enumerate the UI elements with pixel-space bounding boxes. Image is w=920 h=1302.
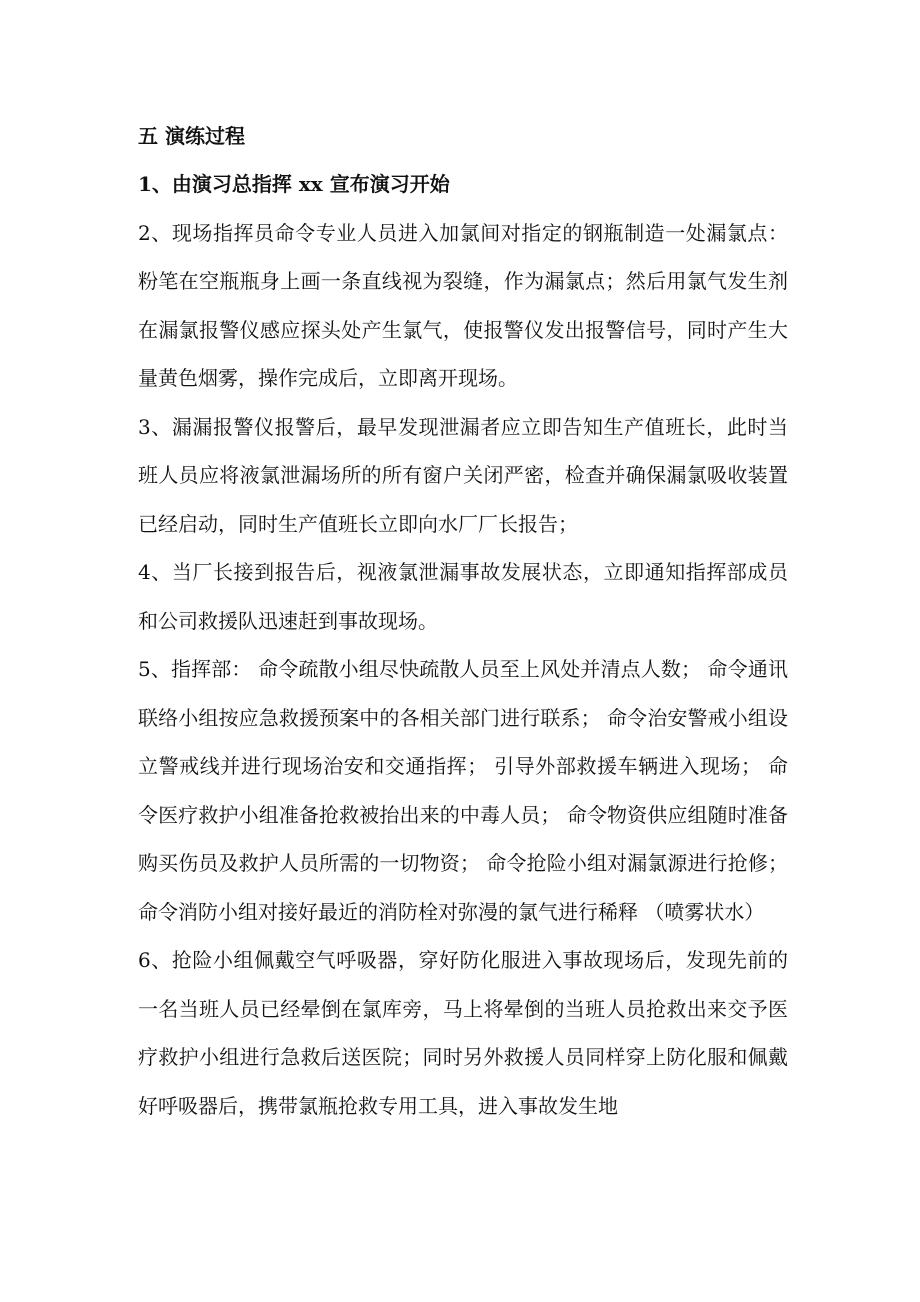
paragraph-3: 3、漏漏报警仪报警后，最早发现泄漏者应立即告知生产值班长，此时当班人员应将液氯泄漏场所的所有窗户关闭严密，检查并确保漏氯吸收装置已经启动，同时生产值班长立即向水厂厂长报告； bbox=[138, 414, 788, 536]
paragraph-5: 5、指挥部： 命令疏散小组尽快疏散人员至上风处并清点人数； 命令通讯联络小组按应急救援预案中的各相关部门进行联系； 命令治安警戒小组设立警戒线并进行现场治安和交通指挥； 引导外部救援车辆进入现场； 命令医疗救护小组准备抢救被抬出来的中毒人员； 命令物资供应组随时准备购买伤员及救护人员所需的一切物资； 命令抢险小组对漏氯源进行抢修； 命令消防小组对接好最近的消防栓对弥漫的氯气进行稀释 （喷雾状水） bbox=[138, 657, 788, 924]
document-body bbox=[138, 112, 788, 1130]
paragraph-6: 6、抢险小组佩戴空气呼吸器，穿好防化服进入事故现场后，发现先前的一名当班人员已经晕倒在氯库旁，马上将晕倒的当班人员抢救出来交予医疗救护小组进行急救后送医院；同时另外救援人员同样穿上防化服和佩戴好呼吸器后，携带氯瓶抢救专用工具，进入事故发生地 bbox=[138, 948, 788, 1118]
section-heading: 五 演练过程 bbox=[138, 124, 245, 148]
paragraph-4: 4、当厂长接到报告后，视液氯泄漏事故发展状态，立即通知指挥部成员和公司救援队迅速赶到事故现场。 bbox=[138, 560, 788, 633]
paragraph-2: 2、现场指挥员命令专业人员进入加氯间对指定的钢瓶制造一处漏氯点：粉笔在空瓶瓶身上画一条直线视为裂缝，作为漏氯点；然后用氯气发生剂在漏氯报警仪感应探头处产生氯气，使报警仪发出报警信号，同时产生大量黄色烟雾，操作完成后，立即离开现场。 bbox=[138, 220, 788, 390]
paragraph-1: 1、由演习总指挥 xx 宣布演习开始 bbox=[138, 172, 450, 196]
